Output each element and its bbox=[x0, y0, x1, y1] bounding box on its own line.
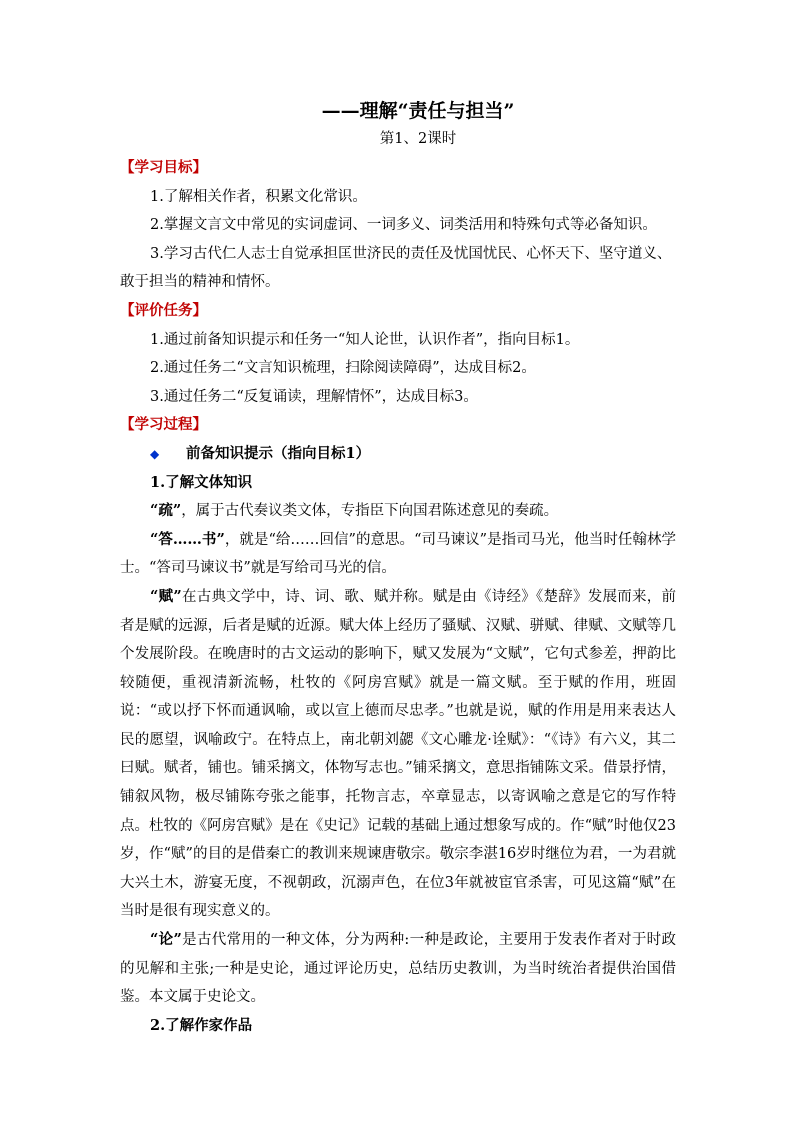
document-subtitle: 第1、2课时 bbox=[379, 131, 457, 147]
bullet-heading bbox=[120, 440, 676, 469]
term-label: “论” bbox=[150, 931, 182, 949]
paragraph-dashu bbox=[120, 526, 676, 583]
section-heading-process: 【学习过程】 bbox=[120, 416, 207, 434]
paragraph-text: 在古典文学中，诗、词、歌、赋并称。赋是由《诗经》《楚辞》发展而来，前者是赋的远源，后者是赋的近源。赋大体上经历了骚赋、汉赋、骈赋、律赋、文赋等几个发展阶段。在晚唐时的古文运动的影响下，赋又发展为“文赋”，它句式参差，押韵比较随便，重视清新流畅，杜牧的《阿房宫赋》就是一篇文赋。至于赋的作用，班固说：“或以抒下怀而通讽喻，或以宣上德而尽忠孝。”也就是说，赋的作用是用来表达人民的愿望，讽喻政宁。在特点上，南北朝刘勰《文心雕龙·诠赋》：“《诗》有六义，其二曰赋。赋者，铺也。铺采摛文，体物写志也。”铺采摛文，意思指铺陈文采。借景抒情，铺叙风物，极尽铺陈夸张之能事，托物言志，卒章显志，以寄讽喻之意是它的写作特点。杜牧的《阿房宫赋》是在《史记》记载的基础上通过想象写成的。作“赋”时他仅23岁，作“赋”的目的是借秦亡的教训来规谏唐敬宗。敬宗李湛16岁时继位为君，一为君就大兴土木，游宴无度，不视朝政，沉溺声色，在位3年就被宦官杀害，可见这篇“赋”在当时是很有现实意义的。 bbox=[120, 588, 676, 920]
term-label: “答……书” bbox=[150, 530, 225, 548]
paragraph-lun bbox=[120, 926, 676, 1012]
task-item: 2.通过任务二“文言知识梳理，扫除阅读障碍”，达成目标2。 bbox=[150, 360, 536, 377]
sub-heading-genre: 1.了解文体知识 bbox=[150, 473, 253, 491]
term-label: “疏” bbox=[150, 502, 182, 520]
diamond-bullet-icon: ◆ bbox=[150, 446, 160, 461]
section-heading-tasks: 【评价任务】 bbox=[120, 301, 207, 319]
goal-item: 2.掌握文言文中常见的实词虚词、一词多义、词类活用和特殊句式等必备知识。 bbox=[150, 217, 657, 234]
goal-item: 3.学习古代仁人志士自觉承担匡世济民的责任及忧国忧民、心怀天下、坚守道义、敢于担当的精神和情怀。 bbox=[120, 245, 672, 291]
paragraph-shu bbox=[120, 497, 676, 526]
task-item: 1.通过前备知识提示和任务一“知人论世，认识作者”，指向目标1。 bbox=[150, 331, 580, 348]
section-heading-goals: 【学习目标】 bbox=[120, 159, 207, 176]
bullet-heading-text: 前备知识提示（指向目标1） bbox=[186, 444, 371, 462]
task-item: 3.通过任务二“反复诵读，理解情怀”，达成目标3。 bbox=[150, 388, 478, 405]
paragraph-fu bbox=[120, 583, 676, 926]
paragraph-text: ，属于古代奏议类文体，专指臣下向国君陈述意见的奏疏。 bbox=[181, 503, 559, 520]
document-content bbox=[120, 96, 676, 1040]
goal-item: 1.了解相关作者，积累文化常识。 bbox=[150, 188, 367, 205]
sub-heading-authors: 2.了解作家作品 bbox=[150, 1016, 253, 1034]
paragraph-text: 是古代常用的一种文体，分为两种:一种是政论，主要用于发表作者对于时政的见解和主张;一种是史论，通过评论历史，总结历史教训，为当时统治者提供治国借鉴。本文属于史论文。 bbox=[120, 932, 676, 1006]
paragraph-text: ，就是“给……回信”的意思。“司马谏议”是指司马光，他当时任翰林学士。“答司马谏议书”就是写给司马光的信。 bbox=[120, 531, 676, 577]
term-label: “赋” bbox=[150, 587, 182, 605]
document-title: ——理解“责任与担当” bbox=[321, 100, 515, 122]
